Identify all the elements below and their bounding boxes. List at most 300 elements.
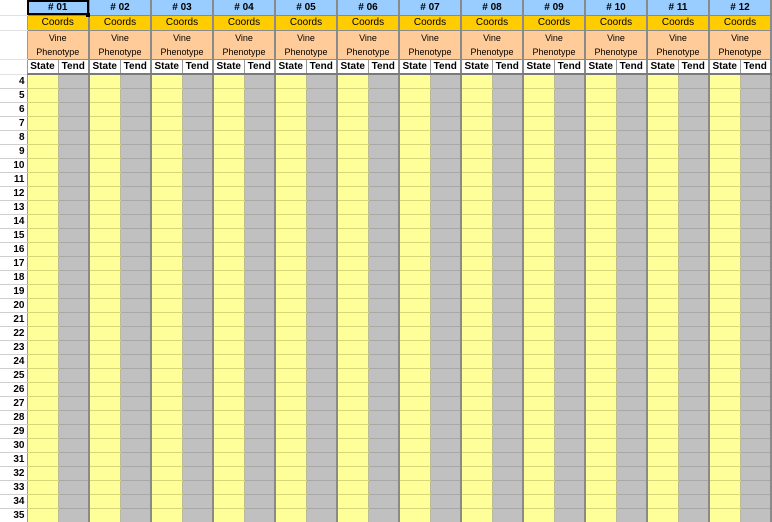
tend-cell[interactable] <box>58 340 89 354</box>
state-cell[interactable] <box>709 396 740 410</box>
row-header[interactable]: 15 <box>0 228 27 242</box>
state-cell[interactable] <box>399 256 430 270</box>
tend-cell[interactable] <box>182 200 213 214</box>
tend-cell[interactable] <box>430 116 461 130</box>
state-cell[interactable] <box>647 228 678 242</box>
tend-cell[interactable] <box>430 242 461 256</box>
state-cell[interactable] <box>585 298 616 312</box>
state-cell[interactable] <box>523 256 554 270</box>
tend-cell[interactable] <box>616 144 647 158</box>
tend-cell[interactable] <box>554 256 585 270</box>
tend-cell[interactable] <box>554 508 585 522</box>
state-cell[interactable] <box>27 284 58 298</box>
state-cell[interactable] <box>647 424 678 438</box>
state-cell[interactable] <box>337 452 368 466</box>
tend-cell[interactable] <box>616 298 647 312</box>
tend-cell[interactable] <box>740 88 771 102</box>
tend-cell[interactable] <box>306 88 337 102</box>
tend-cell[interactable] <box>120 508 151 522</box>
tend-cell[interactable] <box>554 116 585 130</box>
state-cell[interactable] <box>213 396 244 410</box>
tend-cell[interactable] <box>306 270 337 284</box>
tend-cell[interactable] <box>740 494 771 508</box>
state-cell[interactable] <box>461 116 492 130</box>
state-cell[interactable] <box>585 312 616 326</box>
tend-cell[interactable] <box>740 200 771 214</box>
state-cell[interactable] <box>399 494 430 508</box>
vine-phenotype-header[interactable] <box>647 30 709 59</box>
state-cell[interactable] <box>461 284 492 298</box>
state-cell[interactable] <box>399 480 430 494</box>
tend-cell[interactable] <box>430 102 461 116</box>
tend-cell[interactable] <box>740 144 771 158</box>
vine-phenotype-header[interactable] <box>399 30 461 59</box>
tend-cell[interactable] <box>182 186 213 200</box>
state-cell[interactable] <box>709 298 740 312</box>
tend-cell[interactable] <box>616 116 647 130</box>
state-cell[interactable] <box>647 284 678 298</box>
tend-cell[interactable] <box>492 340 523 354</box>
state-cell[interactable] <box>89 480 120 494</box>
tend-cell[interactable] <box>58 242 89 256</box>
tend-cell[interactable] <box>368 298 399 312</box>
state-cell[interactable] <box>151 312 182 326</box>
state-cell[interactable] <box>337 410 368 424</box>
coords-header[interactable]: Coords <box>647 15 709 30</box>
state-cell[interactable] <box>585 228 616 242</box>
tend-cell[interactable] <box>182 242 213 256</box>
tend-cell[interactable] <box>368 396 399 410</box>
tend-cell[interactable] <box>306 508 337 522</box>
tend-cell[interactable] <box>368 228 399 242</box>
state-cell[interactable] <box>585 242 616 256</box>
tend-cell[interactable] <box>368 284 399 298</box>
tend-cell[interactable] <box>430 270 461 284</box>
tend-cell[interactable] <box>492 508 523 522</box>
tend-cell[interactable] <box>368 424 399 438</box>
state-cell[interactable] <box>523 410 554 424</box>
state-cell[interactable] <box>275 270 306 284</box>
tend-cell[interactable] <box>306 242 337 256</box>
state-cell[interactable] <box>523 74 554 88</box>
state-cell[interactable] <box>275 340 306 354</box>
state-cell[interactable] <box>399 88 430 102</box>
tend-cell[interactable] <box>244 172 275 186</box>
tend-cell[interactable] <box>368 466 399 480</box>
state-cell[interactable] <box>275 396 306 410</box>
tend-cell[interactable] <box>678 298 709 312</box>
tend-cell[interactable] <box>492 186 523 200</box>
tend-cell[interactable] <box>58 214 89 228</box>
state-cell[interactable] <box>151 158 182 172</box>
state-cell[interactable] <box>89 396 120 410</box>
tend-cell[interactable] <box>430 326 461 340</box>
tend-cell[interactable] <box>678 438 709 452</box>
column-number-header[interactable]: # 10 <box>585 0 647 15</box>
state-cell[interactable] <box>399 200 430 214</box>
state-subheader[interactable]: State <box>709 59 740 74</box>
tend-cell[interactable] <box>306 452 337 466</box>
tend-cell[interactable] <box>678 74 709 88</box>
state-cell[interactable] <box>27 256 58 270</box>
tend-cell[interactable] <box>368 326 399 340</box>
tend-cell[interactable] <box>492 424 523 438</box>
state-cell[interactable] <box>89 424 120 438</box>
state-cell[interactable] <box>27 298 58 312</box>
tend-cell[interactable] <box>740 270 771 284</box>
state-cell[interactable] <box>709 116 740 130</box>
state-cell[interactable] <box>275 116 306 130</box>
state-cell[interactable] <box>27 200 58 214</box>
state-cell[interactable] <box>213 466 244 480</box>
state-cell[interactable] <box>213 74 244 88</box>
tend-subheader[interactable]: Tend <box>678 59 709 74</box>
state-cell[interactable] <box>213 200 244 214</box>
row-header[interactable]: 11 <box>0 172 27 186</box>
tend-cell[interactable] <box>492 102 523 116</box>
tend-cell[interactable] <box>58 256 89 270</box>
tend-cell[interactable] <box>306 494 337 508</box>
state-cell[interactable] <box>399 214 430 228</box>
tend-cell[interactable] <box>120 424 151 438</box>
state-cell[interactable] <box>461 396 492 410</box>
state-cell[interactable] <box>399 242 430 256</box>
tend-cell[interactable] <box>740 102 771 116</box>
state-cell[interactable] <box>461 256 492 270</box>
state-cell[interactable] <box>523 242 554 256</box>
state-subheader[interactable]: State <box>461 59 492 74</box>
state-cell[interactable] <box>89 466 120 480</box>
state-cell[interactable] <box>337 494 368 508</box>
state-cell[interactable] <box>89 242 120 256</box>
tend-cell[interactable] <box>368 382 399 396</box>
tend-cell[interactable] <box>182 74 213 88</box>
tend-cell[interactable] <box>740 382 771 396</box>
tend-cell[interactable] <box>554 312 585 326</box>
tend-cell[interactable] <box>678 466 709 480</box>
tend-cell[interactable] <box>120 144 151 158</box>
column-number-header[interactable]: # 02 <box>89 0 151 15</box>
state-cell[interactable] <box>585 102 616 116</box>
state-cell[interactable] <box>709 158 740 172</box>
tend-cell[interactable] <box>120 270 151 284</box>
tend-cell[interactable] <box>306 312 337 326</box>
state-cell[interactable] <box>461 130 492 144</box>
state-cell[interactable] <box>89 452 120 466</box>
state-cell[interactable] <box>523 130 554 144</box>
tend-cell[interactable] <box>616 74 647 88</box>
state-cell[interactable] <box>27 74 58 88</box>
tend-cell[interactable] <box>740 284 771 298</box>
tend-cell[interactable] <box>368 494 399 508</box>
row-header[interactable]: 26 <box>0 382 27 396</box>
tend-cell[interactable] <box>58 158 89 172</box>
tend-cell[interactable] <box>430 256 461 270</box>
tend-cell[interactable] <box>182 88 213 102</box>
state-cell[interactable] <box>399 270 430 284</box>
tend-cell[interactable] <box>554 396 585 410</box>
row-header[interactable]: 14 <box>0 214 27 228</box>
tend-cell[interactable] <box>678 130 709 144</box>
state-cell[interactable] <box>89 326 120 340</box>
state-cell[interactable] <box>151 340 182 354</box>
tend-cell[interactable] <box>58 298 89 312</box>
tend-cell[interactable] <box>740 438 771 452</box>
tend-cell[interactable] <box>554 480 585 494</box>
state-cell[interactable] <box>27 116 58 130</box>
tend-cell[interactable] <box>616 270 647 284</box>
state-cell[interactable] <box>151 116 182 130</box>
row-header[interactable]: 6 <box>0 102 27 116</box>
tend-cell[interactable] <box>58 480 89 494</box>
state-cell[interactable] <box>585 172 616 186</box>
state-cell[interactable] <box>151 298 182 312</box>
tend-cell[interactable] <box>554 74 585 88</box>
tend-cell[interactable] <box>492 116 523 130</box>
tend-cell[interactable] <box>244 438 275 452</box>
state-cell[interactable] <box>275 438 306 452</box>
tend-cell[interactable] <box>120 494 151 508</box>
state-cell[interactable] <box>461 452 492 466</box>
tend-cell[interactable] <box>430 144 461 158</box>
state-cell[interactable] <box>709 326 740 340</box>
state-cell[interactable] <box>647 340 678 354</box>
tend-cell[interactable] <box>492 312 523 326</box>
tend-cell[interactable] <box>554 130 585 144</box>
state-cell[interactable] <box>27 494 58 508</box>
state-cell[interactable] <box>337 340 368 354</box>
tend-cell[interactable] <box>120 186 151 200</box>
state-cell[interactable] <box>213 494 244 508</box>
state-cell[interactable] <box>523 396 554 410</box>
state-cell[interactable] <box>213 242 244 256</box>
tend-cell[interactable] <box>554 368 585 382</box>
state-cell[interactable] <box>523 298 554 312</box>
state-cell[interactable] <box>523 438 554 452</box>
tend-cell[interactable] <box>492 410 523 424</box>
state-cell[interactable] <box>461 326 492 340</box>
tend-cell[interactable] <box>554 172 585 186</box>
state-cell[interactable] <box>461 382 492 396</box>
tend-cell[interactable] <box>554 242 585 256</box>
tend-cell[interactable] <box>554 102 585 116</box>
tend-cell[interactable] <box>430 452 461 466</box>
tend-cell[interactable] <box>244 102 275 116</box>
vine-phenotype-header[interactable] <box>709 30 771 59</box>
state-cell[interactable] <box>585 382 616 396</box>
tend-cell[interactable] <box>244 116 275 130</box>
tend-cell[interactable] <box>120 228 151 242</box>
state-cell[interactable] <box>151 368 182 382</box>
state-cell[interactable] <box>399 298 430 312</box>
tend-cell[interactable] <box>678 368 709 382</box>
tend-cell[interactable] <box>492 326 523 340</box>
tend-cell[interactable] <box>306 382 337 396</box>
tend-cell[interactable] <box>678 284 709 298</box>
tend-cell[interactable] <box>678 144 709 158</box>
tend-cell[interactable] <box>120 298 151 312</box>
state-cell[interactable] <box>461 312 492 326</box>
tend-subheader[interactable]: Tend <box>244 59 275 74</box>
tend-cell[interactable] <box>554 144 585 158</box>
state-cell[interactable] <box>151 438 182 452</box>
tend-cell[interactable] <box>244 158 275 172</box>
tend-cell[interactable] <box>678 158 709 172</box>
tend-cell[interactable] <box>554 326 585 340</box>
state-cell[interactable] <box>399 144 430 158</box>
tend-cell[interactable] <box>58 382 89 396</box>
state-cell[interactable] <box>89 172 120 186</box>
tend-cell[interactable] <box>740 116 771 130</box>
state-cell[interactable] <box>709 102 740 116</box>
row-header[interactable]: 13 <box>0 200 27 214</box>
tend-cell[interactable] <box>740 508 771 522</box>
state-subheader[interactable]: State <box>213 59 244 74</box>
state-cell[interactable] <box>151 494 182 508</box>
tend-cell[interactable] <box>58 186 89 200</box>
tend-cell[interactable] <box>182 368 213 382</box>
row-header[interactable]: 9 <box>0 144 27 158</box>
tend-cell[interactable] <box>430 410 461 424</box>
state-cell[interactable] <box>585 354 616 368</box>
state-cell[interactable] <box>709 410 740 424</box>
state-cell[interactable] <box>27 340 58 354</box>
tend-cell[interactable] <box>430 214 461 228</box>
state-subheader[interactable]: State <box>337 59 368 74</box>
coords-header[interactable]: Coords <box>399 15 461 30</box>
tend-cell[interactable] <box>244 88 275 102</box>
state-cell[interactable] <box>151 354 182 368</box>
column-number-header[interactable]: # 06 <box>337 0 399 15</box>
state-cell[interactable] <box>275 508 306 522</box>
tend-cell[interactable] <box>492 130 523 144</box>
tend-cell[interactable] <box>368 116 399 130</box>
state-cell[interactable] <box>337 88 368 102</box>
state-cell[interactable] <box>709 270 740 284</box>
state-cell[interactable] <box>337 144 368 158</box>
state-cell[interactable] <box>647 144 678 158</box>
state-cell[interactable] <box>27 88 58 102</box>
tend-cell[interactable] <box>244 368 275 382</box>
state-cell[interactable] <box>275 228 306 242</box>
state-cell[interactable] <box>585 326 616 340</box>
tend-cell[interactable] <box>244 396 275 410</box>
state-cell[interactable] <box>647 466 678 480</box>
tend-cell[interactable] <box>430 354 461 368</box>
state-cell[interactable] <box>213 340 244 354</box>
state-cell[interactable] <box>523 102 554 116</box>
column-number-header[interactable]: # 12 <box>709 0 771 15</box>
tend-cell[interactable] <box>306 284 337 298</box>
state-cell[interactable] <box>151 144 182 158</box>
tend-cell[interactable] <box>182 466 213 480</box>
tend-cell[interactable] <box>430 396 461 410</box>
state-cell[interactable] <box>647 368 678 382</box>
tend-subheader[interactable]: Tend <box>368 59 399 74</box>
vine-phenotype-header[interactable] <box>275 30 337 59</box>
state-cell[interactable] <box>399 452 430 466</box>
column-number-header[interactable]: # 01 <box>27 0 89 15</box>
tend-cell[interactable] <box>430 368 461 382</box>
state-cell[interactable] <box>585 88 616 102</box>
state-cell[interactable] <box>647 256 678 270</box>
row-header[interactable]: 7 <box>0 116 27 130</box>
state-cell[interactable] <box>461 438 492 452</box>
tend-subheader[interactable]: Tend <box>430 59 461 74</box>
state-cell[interactable] <box>523 172 554 186</box>
tend-cell[interactable] <box>58 424 89 438</box>
state-cell[interactable] <box>337 270 368 284</box>
state-cell[interactable] <box>151 214 182 228</box>
state-cell[interactable] <box>585 368 616 382</box>
tend-cell[interactable] <box>58 144 89 158</box>
tend-cell[interactable] <box>120 256 151 270</box>
state-cell[interactable] <box>213 256 244 270</box>
coords-header[interactable]: Coords <box>585 15 647 30</box>
state-cell[interactable] <box>647 480 678 494</box>
state-cell[interactable] <box>337 466 368 480</box>
row-header-blank[interactable] <box>0 59 27 74</box>
state-cell[interactable] <box>523 340 554 354</box>
tend-cell[interactable] <box>368 452 399 466</box>
state-cell[interactable] <box>337 438 368 452</box>
tend-cell[interactable] <box>492 74 523 88</box>
state-cell[interactable] <box>89 214 120 228</box>
state-cell[interactable] <box>709 480 740 494</box>
tend-cell[interactable] <box>244 130 275 144</box>
tend-cell[interactable] <box>492 452 523 466</box>
tend-cell[interactable] <box>616 284 647 298</box>
state-cell[interactable] <box>585 270 616 284</box>
tend-cell[interactable] <box>120 102 151 116</box>
state-cell[interactable] <box>213 410 244 424</box>
tend-cell[interactable] <box>306 186 337 200</box>
state-cell[interactable] <box>399 116 430 130</box>
state-cell[interactable] <box>275 382 306 396</box>
tend-cell[interactable] <box>244 298 275 312</box>
state-cell[interactable] <box>647 354 678 368</box>
tend-cell[interactable] <box>554 298 585 312</box>
row-header-blank[interactable] <box>0 30 27 59</box>
tend-cell[interactable] <box>740 396 771 410</box>
vine-phenotype-header[interactable] <box>89 30 151 59</box>
tend-cell[interactable] <box>58 466 89 480</box>
state-cell[interactable] <box>213 298 244 312</box>
tend-subheader[interactable]: Tend <box>616 59 647 74</box>
state-cell[interactable] <box>275 214 306 228</box>
tend-cell[interactable] <box>430 228 461 242</box>
tend-cell[interactable] <box>306 410 337 424</box>
tend-cell[interactable] <box>244 186 275 200</box>
tend-cell[interactable] <box>368 368 399 382</box>
state-cell[interactable] <box>461 158 492 172</box>
state-cell[interactable] <box>523 368 554 382</box>
tend-cell[interactable] <box>58 130 89 144</box>
state-cell[interactable] <box>523 480 554 494</box>
tend-cell[interactable] <box>740 354 771 368</box>
tend-subheader[interactable]: Tend <box>306 59 337 74</box>
tend-cell[interactable] <box>58 312 89 326</box>
state-cell[interactable] <box>337 508 368 522</box>
tend-cell[interactable] <box>492 396 523 410</box>
state-cell[interactable] <box>709 228 740 242</box>
tend-cell[interactable] <box>616 102 647 116</box>
coords-header[interactable]: Coords <box>337 15 399 30</box>
tend-cell[interactable] <box>58 368 89 382</box>
tend-cell[interactable] <box>182 116 213 130</box>
state-cell[interactable] <box>27 452 58 466</box>
tend-cell[interactable] <box>182 158 213 172</box>
